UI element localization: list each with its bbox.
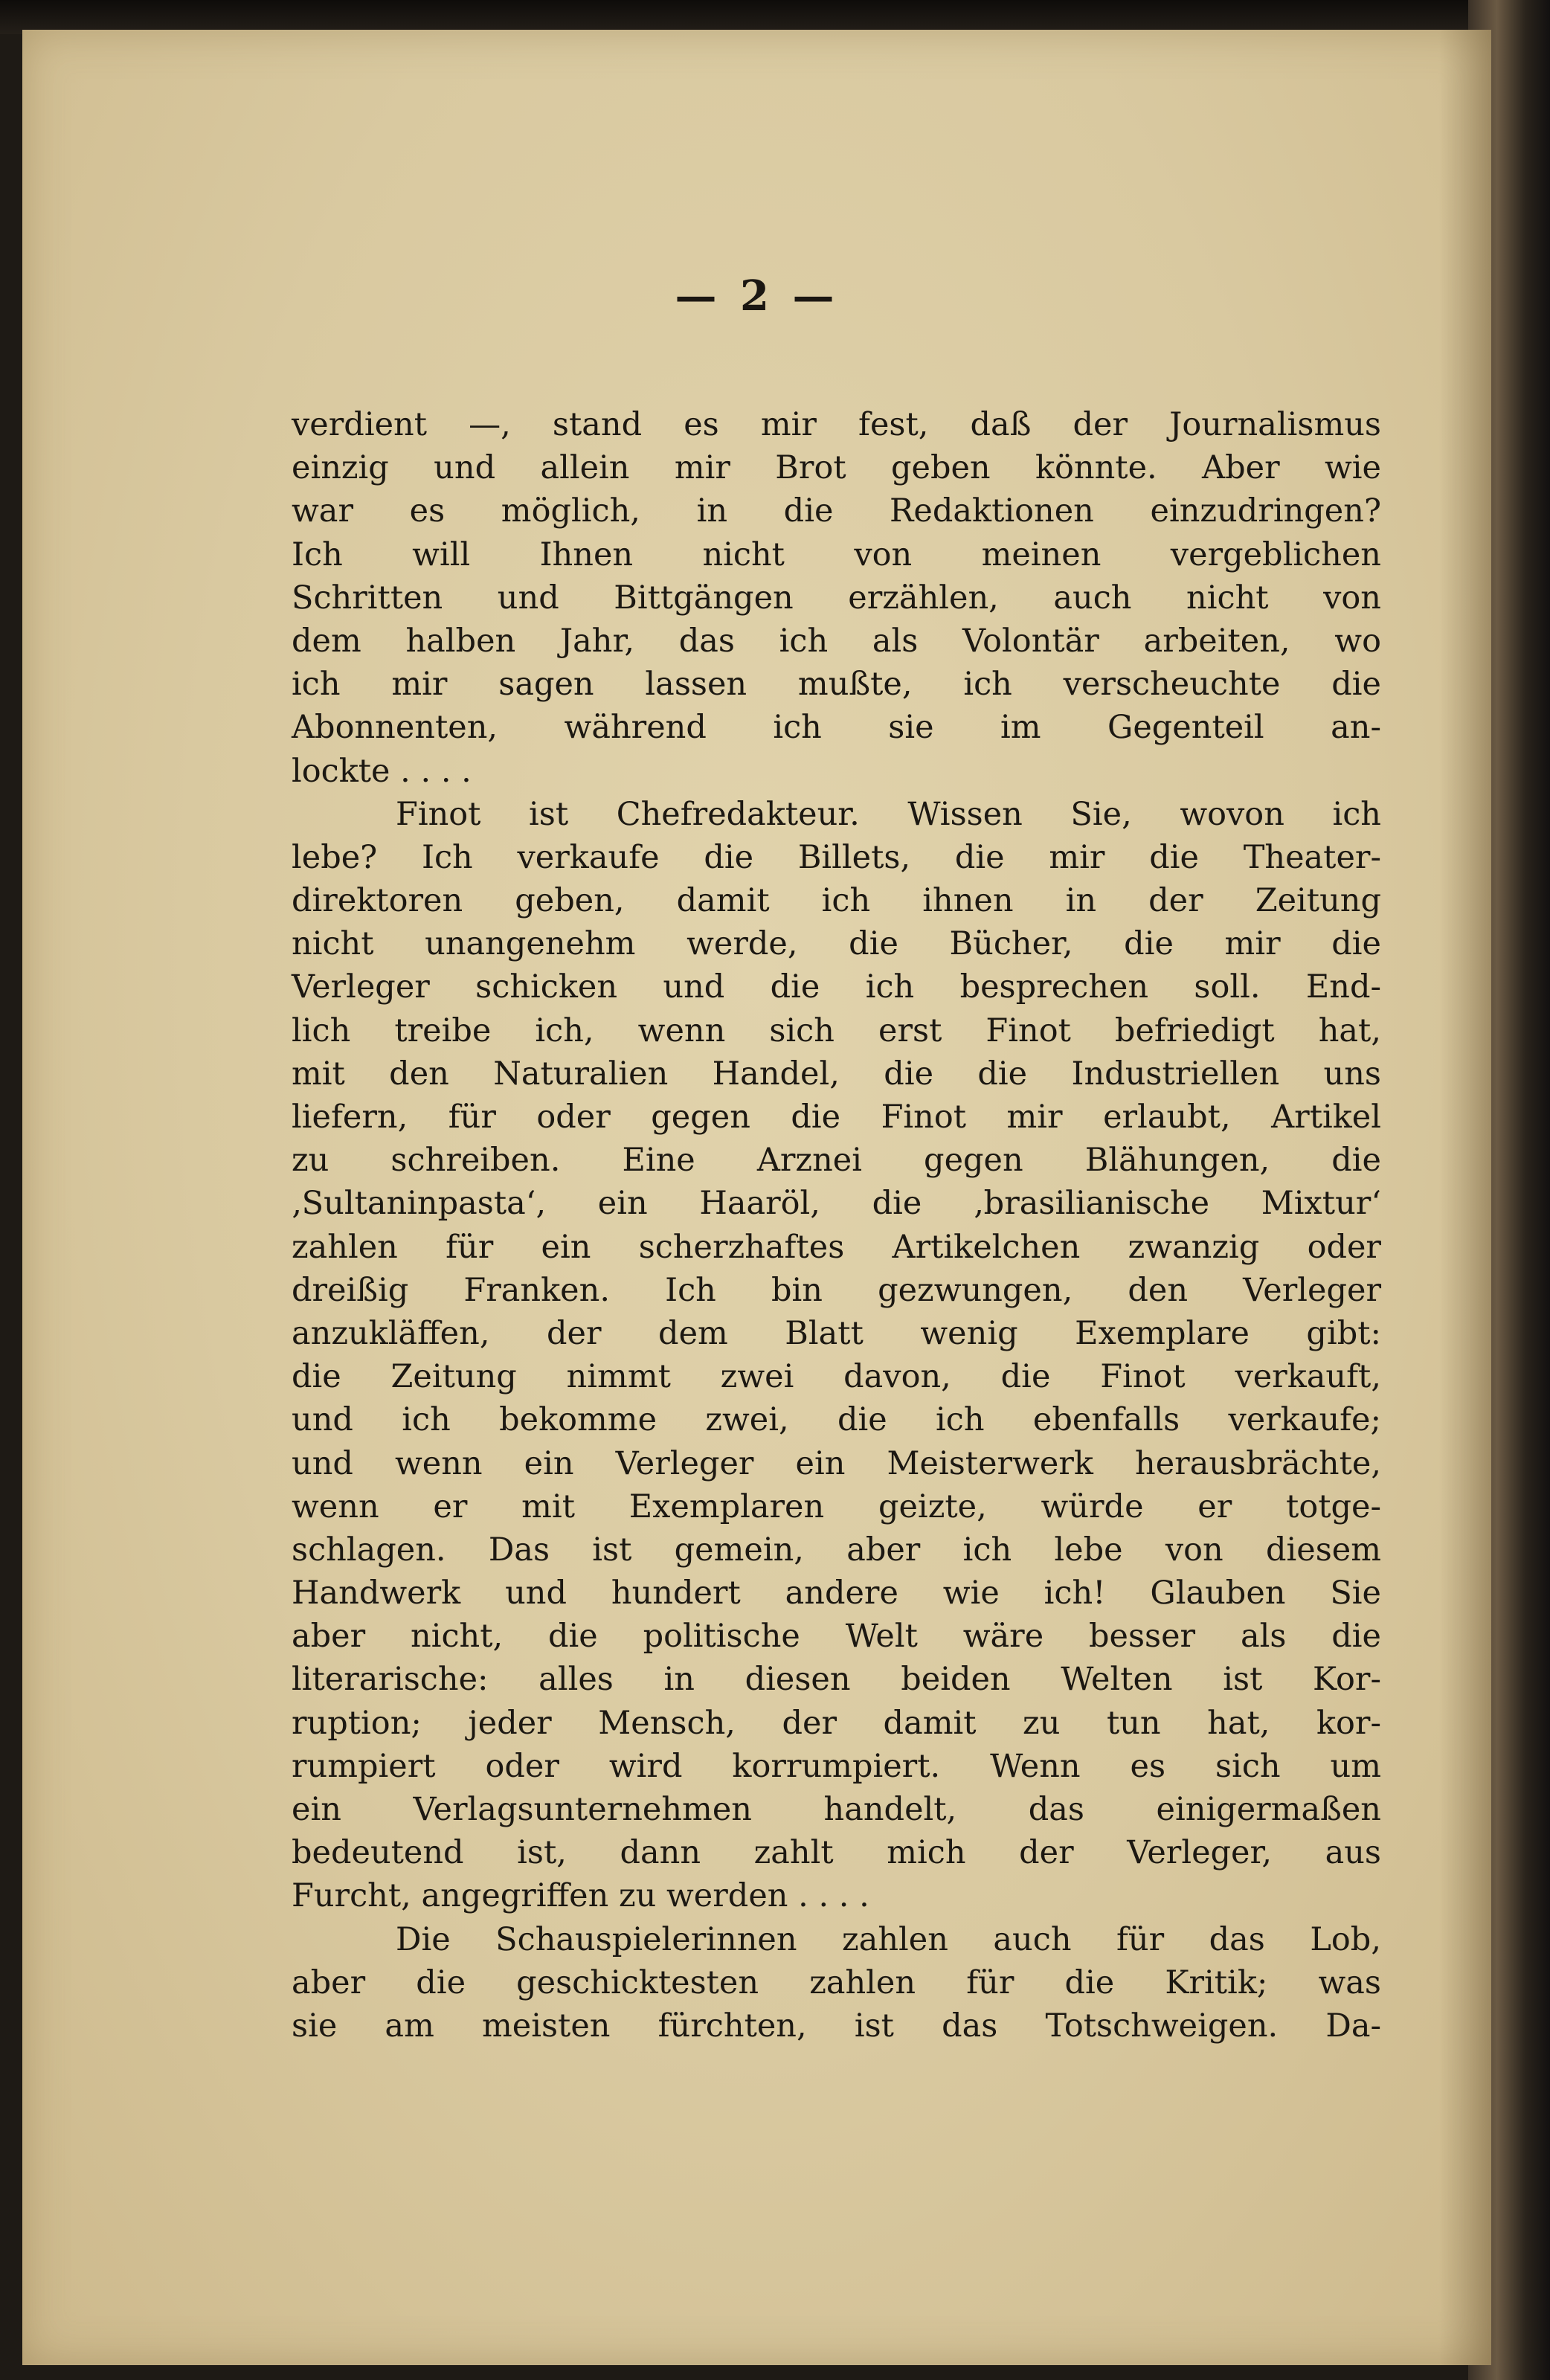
text-line: sie am meisten fürchten, ist das Totschweigen. Da-: [292, 2007, 1381, 2045]
text-line: ruption; jeder Mensch, der damit zu tun hat, kor-: [292, 1704, 1381, 1742]
text-line: ‚Sultaninpasta‘, ein Haaröl, die ‚brasilianische Mixtur‘: [292, 1185, 1381, 1223]
text-line: Ich will Ihnen nicht von meinen vergeblichen: [292, 536, 1381, 573]
text-line: liefern, für oder gegen die Finot mir erlaubt, Artikel: [292, 1099, 1381, 1136]
text-line: dreißig Franken. Ich bin gezwungen, den Verleger: [292, 1271, 1381, 1309]
text-line: zahlen für ein scherzhaftes Artikelchen zwanzig oder: [292, 1228, 1381, 1266]
text-line: und ich bekomme zwei, die ich ebenfalls verkaufe;: [292, 1401, 1381, 1439]
text-line: lebe? Ich verkaufe die Billets, die mir die Theater-: [292, 838, 1381, 876]
text-line: und wenn ein Verleger ein Meisterwerk herausbrächte,: [292, 1444, 1381, 1482]
text-line: Schritten und Bittgängen erzählen, auch nicht von: [292, 579, 1381, 617]
text-line: aber nicht, die politische Welt wäre besser als die: [292, 1618, 1381, 1656]
text-line: anzukläffen, der dem Blatt wenig Exemplare gibt:: [292, 1314, 1381, 1352]
text-line: ich mir sagen lassen mußte, ich verscheuchte die: [292, 666, 1381, 704]
text-line: verdient —, stand es mir fest, daß der Journalismus: [292, 406, 1381, 443]
text-line: rumpiert oder wird korrumpiert. Wenn es sich um: [292, 1747, 1381, 1785]
page-number: — 2 —: [675, 271, 839, 321]
text-line: Handwerk und hundert andere wie ich! Glauben Sie: [292, 1575, 1381, 1612]
text-line: direktoren geben, damit ich ihnen in der Zeitung: [292, 882, 1381, 920]
text-line: Abonnenten, während ich sie im Gegenteil an-: [292, 709, 1381, 747]
text-line: bedeutend ist, dann zahlt mich der Verleger, aus: [292, 1834, 1381, 1872]
text-line: schlagen. Das ist gemein, aber ich lebe von diesem: [292, 1531, 1381, 1569]
text-line: die Zeitung nimmt zwei davon, die Finot verkauft,: [292, 1358, 1381, 1396]
book-page: [22, 30, 1491, 2365]
text-line: wenn er mit Exemplaren geizte, würde er totge-: [292, 1488, 1381, 1525]
text-line: Verleger schicken und die ich besprechen soll. End-: [292, 968, 1381, 1006]
text-line: war es möglich, in die Redaktionen einzudringen?: [292, 492, 1381, 530]
text-line: mit den Naturalien Handel, die die Industriellen uns: [292, 1055, 1381, 1093]
text-line: dem halben Jahr, das ich als Volontär arbeiten, wo: [292, 622, 1381, 660]
text-line: lockte . . . .: [292, 752, 472, 790]
text-line: lich treibe ich, wenn sich erst Finot befriedigt hat,: [292, 1012, 1381, 1049]
text-line: einzig und allein mir Brot geben könnte. Aber wie: [292, 449, 1381, 487]
text-line: nicht unangenehm werde, die Bücher, die mir die: [292, 925, 1381, 963]
text-line: Furcht, angegriffen zu werden . . . .: [292, 1877, 869, 1915]
body-text: [292, 403, 1381, 2048]
text-line: zu schreiben. Eine Arznei gegen Blähungen, die: [292, 1142, 1381, 1180]
text-line: literarische: alles in diesen beiden Welten ist Kor-: [292, 1661, 1381, 1699]
text-line: aber die geschicktesten zahlen für die Kritik; was: [292, 1964, 1381, 2001]
text-line: Die Schauspielerinnen zahlen auch für das Lob,: [396, 1920, 1381, 1958]
text-line: ein Verlagsunternehmen handelt, das einigermaßen: [292, 1791, 1381, 1828]
text-line: Finot ist Chefredakteur. Wissen Sie, wovon ich: [396, 795, 1381, 833]
